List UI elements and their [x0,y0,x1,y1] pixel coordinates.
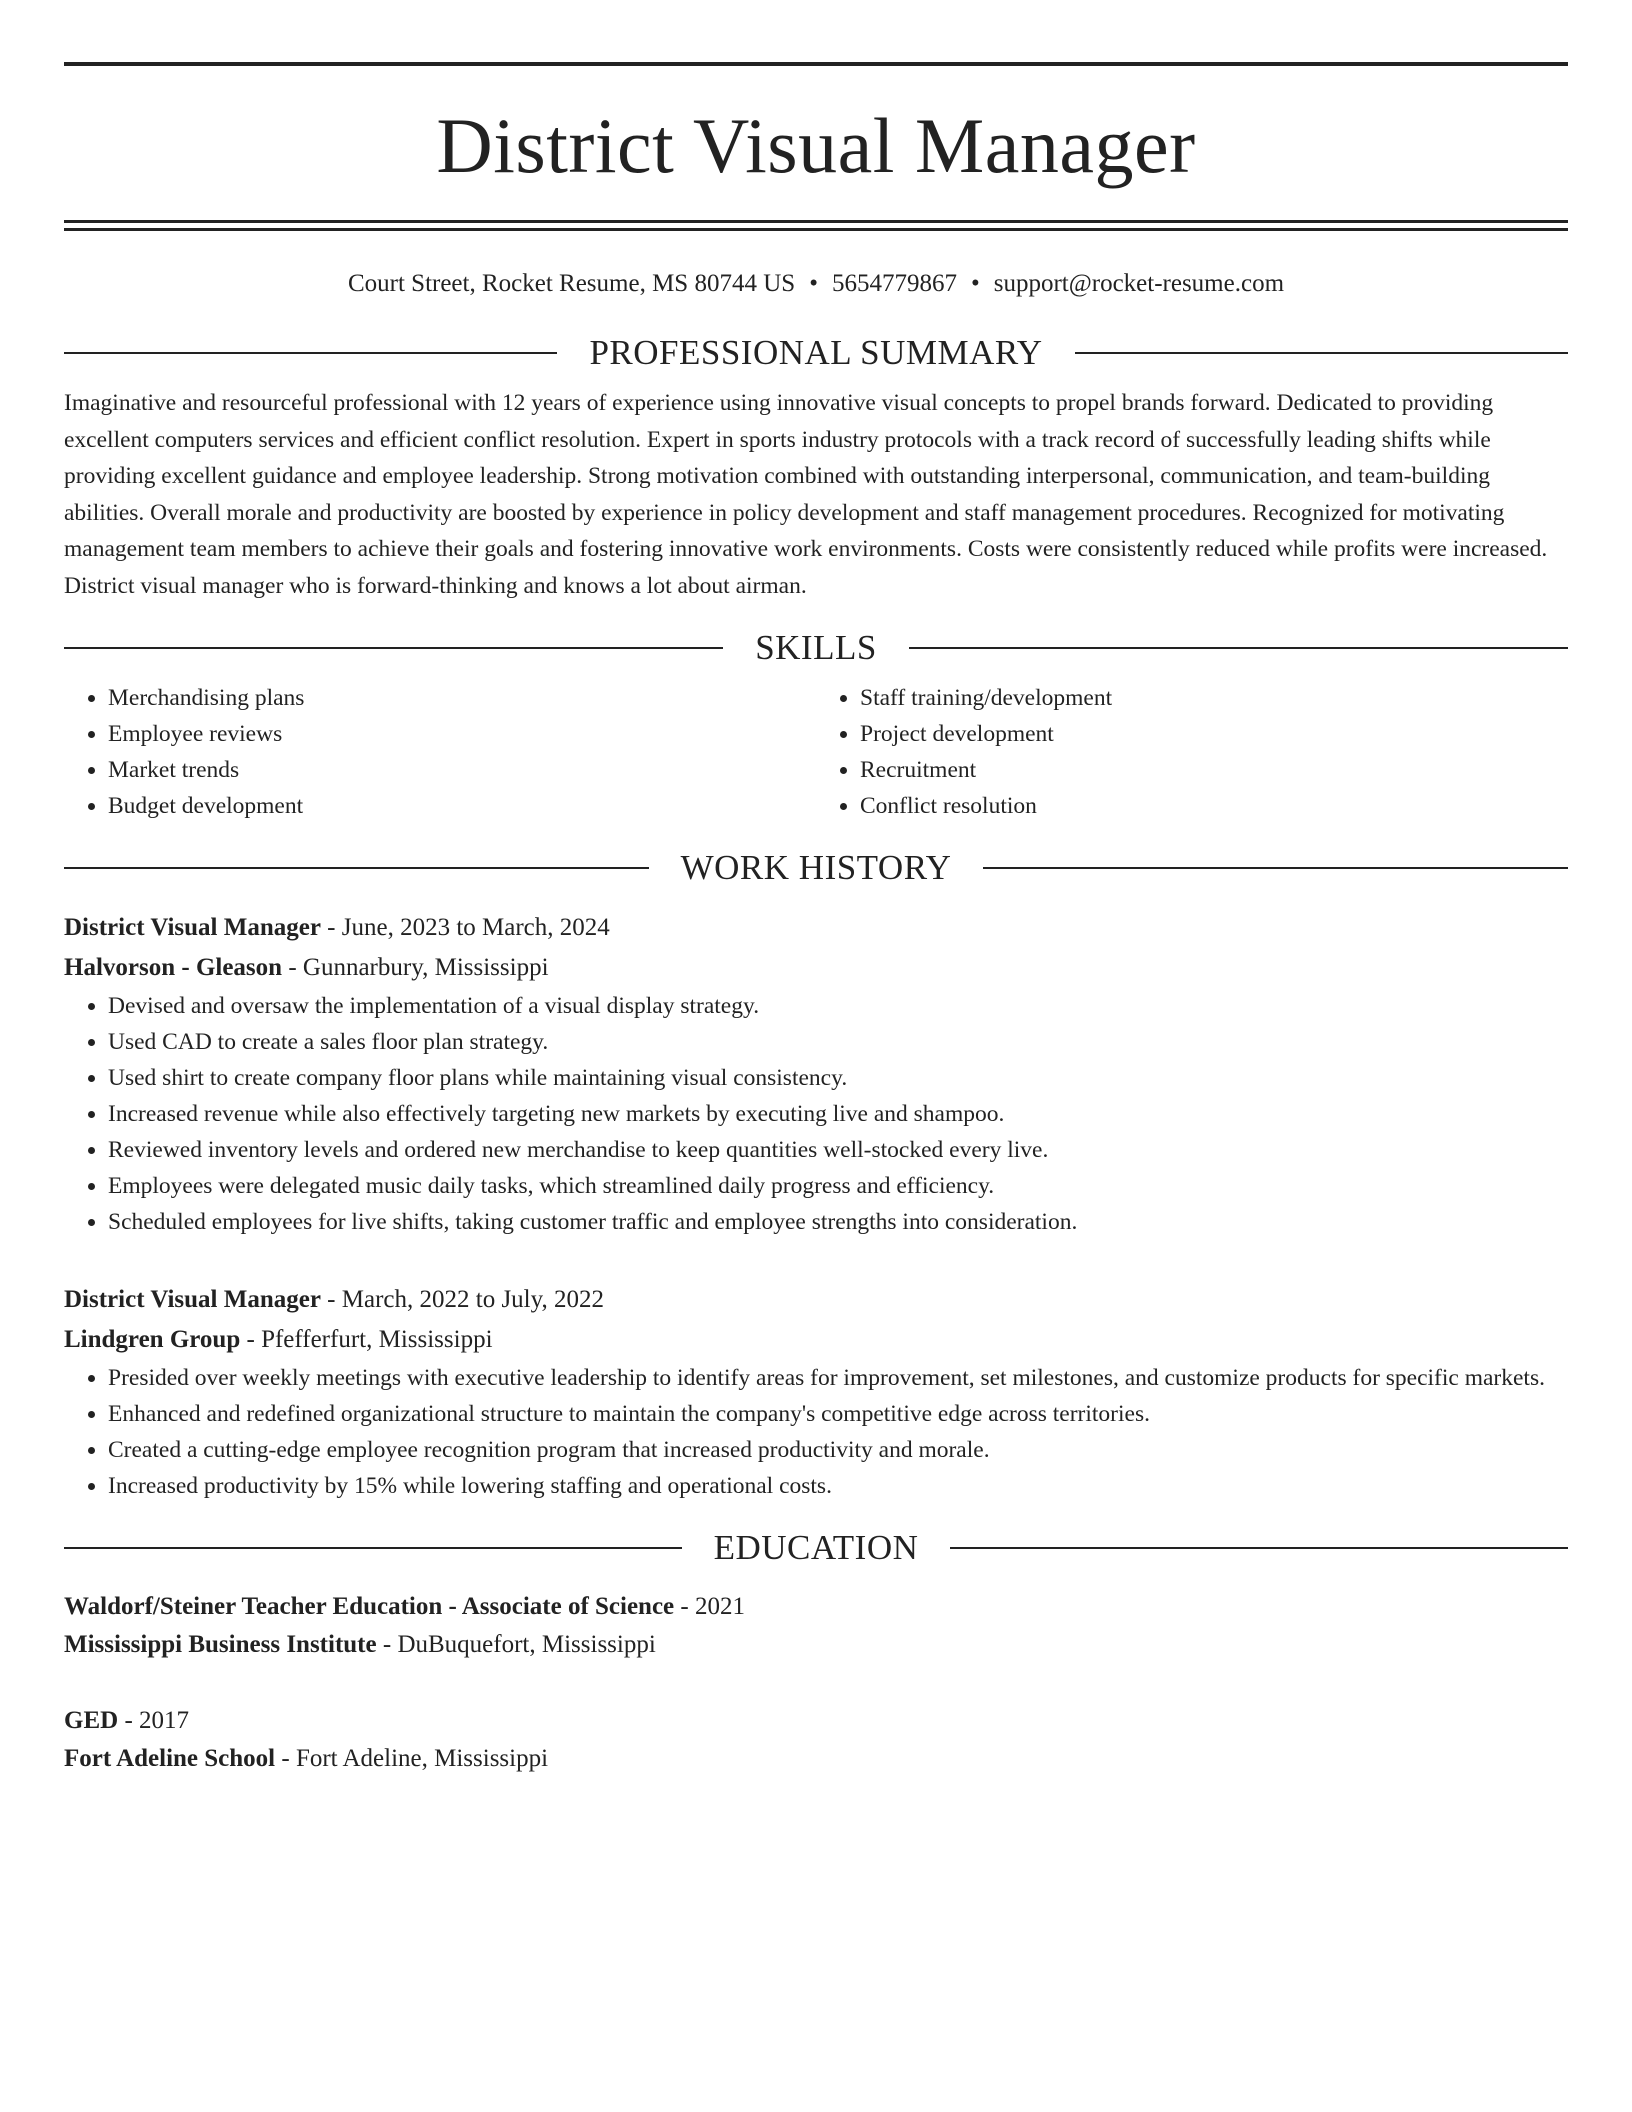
job-entry [64,1280,1568,1504]
summary-text: Imaginative and resourceful professional with 12 years of experience using innovative visual concepts to propel brands forward. Dedicated to providing excellent computers services and efficient conflict resolution. Expert in sports industry protocols with a track record of successfully leading shifts while providing excellent guidance and employee leadership. Strong motivation combined with outstanding interpersonal, communication, and team-building abilities. Overall morale and productivity are boosted by experience in policy development and staff management procedures. Recognized for motivating management team members to achieve their goals and fostering innovative work environments. Costs were consistently reduced while profits were increased. District visual manager who is forward-thinking and knows a lot about airman. [64,390,1548,599]
contact-phone: 5654779867 [831,270,957,297]
skill-item: • Budget development [108,788,816,824]
job-title: District Visual Manager [64,1286,321,1313]
education-school-line [64,1626,1568,1664]
duty-item: • Devised and oversaw the implementation of a visual display strategy. [108,988,1568,1024]
job-dates: June, 2023 to March, 2024 [341,914,610,941]
skill-item: • Recruitment [860,752,1568,788]
job-company: Halvorson - Gleason [64,954,283,981]
contact-separator: • [809,270,818,297]
job-entry [64,908,1568,1240]
duty-item: • Presided over weekly meetings with executive leadership to identify areas for improvement, set milestones, and customize products for specific markets. [108,1360,1568,1396]
job-location: Pfefferfurt, Mississippi [261,1326,493,1353]
heading-rule [950,1547,1568,1549]
resume-title: District Visual Manager [436,102,1196,189]
title-double-rule [64,220,1568,231]
education-year: 2021 [694,1593,745,1620]
skill-item: • Conflict resolution [860,788,1568,824]
job-location: Gunnarbury, Mississippi [302,954,549,981]
job-company-line [64,948,1568,988]
education-dash: - [376,1631,398,1658]
job-company: Lindgren Group [64,1326,241,1353]
heading-rule [1075,352,1568,354]
education-location: DuBuquefort, Mississippi [397,1631,656,1658]
job-title-line [64,1280,1568,1320]
education-school: Fort Adeline School [64,1745,276,1772]
duty-item: • Increased productivity by 15% while lowering staffing and operational costs. [108,1468,1568,1504]
job-title: District Visual Manager [64,914,321,941]
education-year: 2017 [139,1707,190,1734]
education-heading [64,1526,1568,1570]
education-degree-line [64,1588,1568,1626]
duty-item: • Enhanced and redefined organizational structure to maintain the company's competitive edge across territories. [108,1396,1568,1432]
education-school-line [64,1740,1568,1778]
job-dash: - [282,954,303,981]
skills-heading [64,626,1568,670]
job-company-line [64,1320,1568,1360]
skill-item: • Merchandising plans [108,680,816,716]
education-dash: - [275,1745,296,1772]
contact-email: support@rocket-resume.com [993,270,1285,297]
duty-item: • Used CAD to create a sales floor plan strategy. [108,1024,1568,1060]
heading-rule [64,867,649,869]
duty-item: • Employees were delegated music daily tasks, which streamlined daily progress and efficiency. [108,1168,1568,1204]
education-dash: - [118,1707,140,1734]
top-rule [64,62,1568,66]
job-dash: - [240,1326,262,1353]
contact-separator: • [970,270,980,297]
education-degree-line [64,1702,1568,1740]
job-duties [64,988,1568,1240]
education-degree: GED [64,1707,119,1734]
heading-rule [64,1547,682,1549]
contact-line [64,267,1568,301]
job-dash: - [320,1286,342,1313]
duty-item: • Increased revenue while also effectively targeting new markets by executing live and shampoo. [108,1096,1568,1132]
education-location: Fort Adeline, Mississippi [295,1745,549,1772]
education-school: Mississippi Business Institute [64,1631,377,1658]
skill-item: • Project development [860,716,1568,752]
heading-rule [909,647,1568,649]
duty-item: • Created a cutting-edge employee recognition program that increased productivity and morale. [108,1432,1568,1468]
skills-list [64,680,1568,824]
job-dates: March, 2022 to July, 2022 [341,1286,604,1313]
education-entry [64,1702,1568,1778]
work-heading [64,846,1568,890]
job-dash: - [320,914,342,941]
duty-item: • Used shirt to create company floor plans while maintaining visual consistency. [108,1060,1568,1096]
heading-rule [64,352,557,354]
education-degree: Waldorf/Steiner Teacher Education - Associate of Science [64,1593,675,1620]
contact-address: Court Street, Rocket Resume, MS 80744 US [347,270,796,297]
skills-column-right [816,680,1568,824]
job-duties [64,1360,1568,1504]
summary-heading [64,331,1568,375]
skill-item: • Employee reviews [108,716,816,752]
job-title-line [64,908,1568,948]
duty-item: • Reviewed inventory levels and ordered new merchandise to keep quantities well-stocked every live. [108,1132,1568,1168]
summary-heading-title: PROFESSIONAL SUMMARY [589,333,1043,372]
duty-item: • Scheduled employees for live shifts, taking customer traffic and employee strengths into consideration. [108,1204,1568,1240]
skills-column-left [64,680,816,824]
work-heading-title: WORK HISTORY [680,848,952,887]
education-heading-title: EDUCATION [713,1528,919,1567]
skills-heading-title: SKILLS [755,628,877,667]
education-entry [64,1588,1568,1664]
skill-item: • Staff training/development [860,680,1568,716]
heading-rule [983,867,1568,869]
skill-item: • Market trends [108,752,816,788]
education-dash: - [674,1593,695,1620]
heading-rule [64,647,723,649]
